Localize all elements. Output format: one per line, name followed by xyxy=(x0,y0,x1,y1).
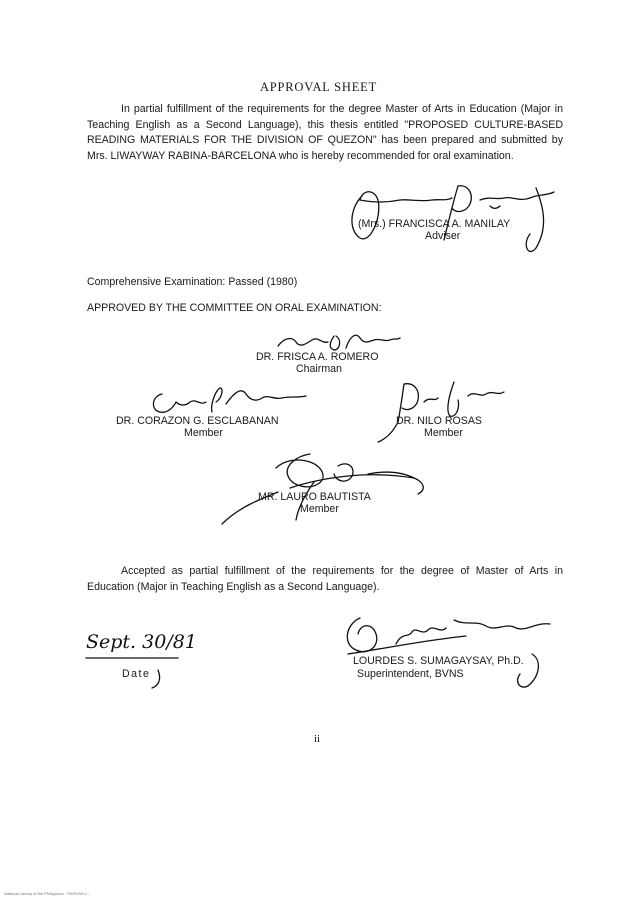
recommendation-paragraph: In partial fulfillment of the requirements for the degree Master of Arts in Education (Major in Teaching English as a Second Language), this thesis entitled "PROPOSED CULTURE-BASED READING MATERIALS FOR THE DIVISION OF QUEZON" has been prepared and submitted by Mrs. LIWAYWAY RABINA-BARCELONA who is hereby recommended for oral examination. xyxy=(87,103,563,162)
library-footer-mark: National Library of the Philippines - RAPHAEL/.... xyxy=(4,891,92,896)
member2-name: DR. NILO ROSAS xyxy=(396,415,482,427)
member3-name: MR. LAURO BAUTISTA xyxy=(258,491,371,503)
date-handwritten: Sept. 30/81 xyxy=(86,631,197,653)
member2-role: Member xyxy=(424,427,463,439)
comprehensive-exam: Comprehensive Examination: Passed (1980) xyxy=(87,276,298,288)
page-number: ii xyxy=(314,733,321,745)
chairman-role: Chairman xyxy=(296,363,342,375)
member3-role: Member xyxy=(300,503,339,515)
page-title: APPROVAL SHEET xyxy=(259,80,378,94)
adviser-role: Adviser xyxy=(425,230,461,242)
acceptance-paragraph: Accepted as partial fulfillment of the requirements for the degree of Master of Arts in Education (Major in Teaching English as a Second Language). xyxy=(87,565,563,593)
superintendent-name: LOURDES S. SUMAGAYSAY, Ph.D. xyxy=(353,655,524,667)
committee-heading: APPROVED BY THE COMMITTEE ON ORAL EXAMINATION: xyxy=(87,302,382,314)
member1-role: Member xyxy=(184,427,223,439)
superintendent-role: Superintendent, BVNS xyxy=(357,668,464,680)
chairman-name: DR. FRISCA A. ROMERO xyxy=(256,351,379,363)
member1-name: DR. CORAZON G. ESCLABANAN xyxy=(116,415,279,427)
member1-signature xyxy=(146,384,312,418)
date-underline xyxy=(82,640,182,690)
date-label: Date xyxy=(122,668,151,680)
adviser-name: (Mrs.) FRANCISCA A. MANILAY xyxy=(358,218,511,230)
